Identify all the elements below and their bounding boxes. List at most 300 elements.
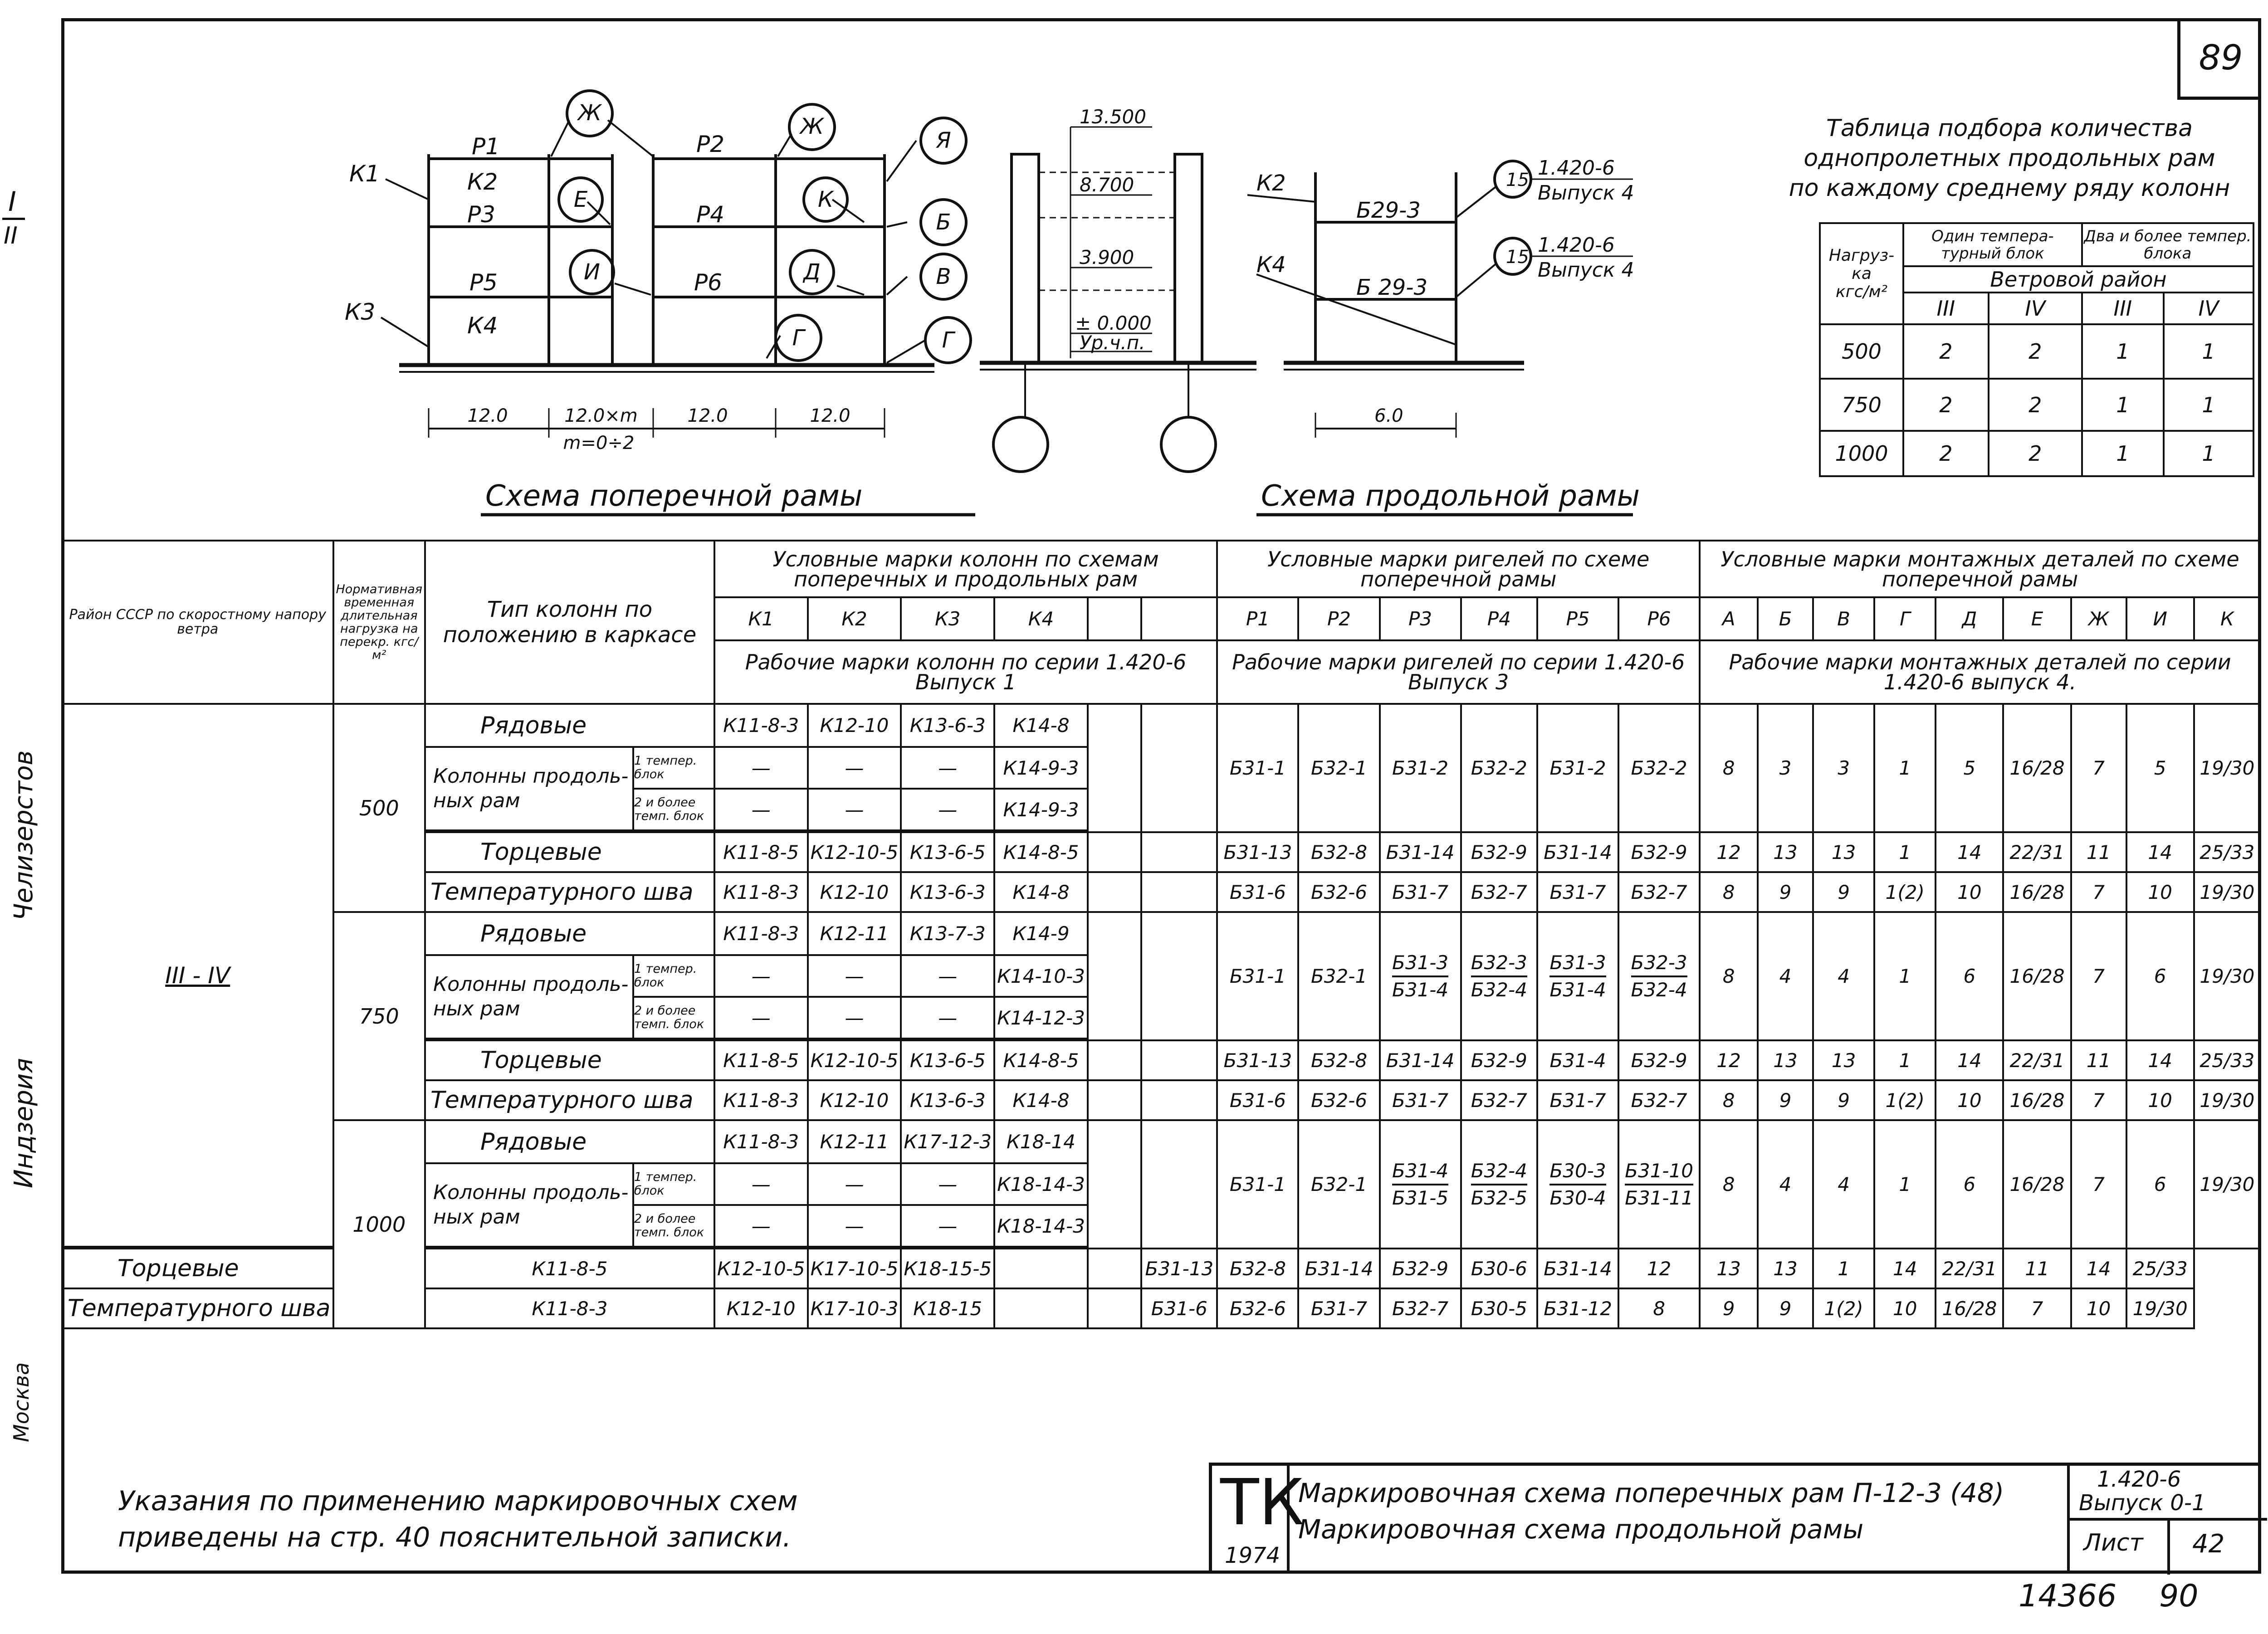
side-note-2: Индзерия: [9, 1058, 39, 1188]
detail-cell: 16/28: [2003, 872, 2071, 912]
dash-cell: —: [714, 955, 808, 997]
small-h-unit: кгс/м²: [1835, 282, 1888, 301]
beam-cell: [1537, 912, 1618, 1040]
detail-cell: 3: [1813, 704, 1874, 832]
member-label: К4: [467, 312, 498, 339]
detail-cell: 8: [1700, 1120, 1758, 1249]
sheet-divider: [2167, 1518, 2170, 1575]
col-cell: К12-10-5: [714, 1249, 808, 1288]
type-long-label: Колонны продоль-ных рам: [433, 973, 629, 1020]
col-cell: К13-6-5: [901, 832, 994, 872]
level-label: ± 0.000: [1075, 312, 1152, 334]
detail-cell: 10: [2126, 872, 2194, 912]
margin-divider: [2, 218, 25, 220]
detail-cell: 19/30: [2194, 704, 2260, 832]
beam-cell: [1461, 1120, 1537, 1249]
beam-fraction: [1549, 950, 1606, 1003]
detail-cell: 7: [2071, 912, 2126, 1040]
longitudinal-caption: Схема продольной рамы: [1261, 479, 1640, 513]
circle-label: В: [936, 264, 951, 289]
h-load: Нормативная временная длительная нагрузка на перекр. кгс/м²: [333, 541, 425, 704]
detail-cell: 4: [1758, 912, 1813, 1040]
title-series: 1.420-6: [2097, 1467, 2181, 1492]
blank-cell: [1088, 1249, 1141, 1288]
member-label: Р2: [696, 131, 724, 157]
beam-cell: Б32-2: [1618, 704, 1700, 832]
small-region: III: [2082, 293, 2164, 324]
type-row: Рядовые: [425, 912, 714, 955]
beam-fraction: [1392, 950, 1448, 1003]
col-mark: К4: [994, 597, 1088, 640]
col-cell: К14-8-5: [994, 1040, 1088, 1080]
col-mark-blank: [1088, 597, 1141, 640]
dimension-label: 12.0×m: [564, 405, 638, 426]
dash-cell: —: [808, 747, 901, 789]
type-row: Рядовые: [425, 1120, 714, 1163]
beam-cell: Б32-9: [1380, 1249, 1461, 1288]
small-cell: 1: [2164, 324, 2253, 379]
detail-cell: 1: [1874, 704, 1936, 832]
dimension-label: 12.0: [687, 405, 728, 426]
beam-cell: [1380, 912, 1461, 1040]
type-end: Торцевые: [425, 1040, 714, 1080]
beam-cell: Б32-7: [1461, 872, 1537, 912]
issue-ref: Выпуск 4: [1538, 259, 1634, 282]
transverse-caption: Схема поперечной рамы: [485, 479, 863, 513]
blank-cell: [1088, 872, 1141, 912]
beam-fraction: [1549, 1158, 1606, 1211]
circle-label: Е: [573, 187, 588, 212]
member-label: К2: [467, 169, 498, 195]
detail-cell: 8: [1700, 704, 1758, 832]
h-col-work: Рабочие марки колонн по серии 1.420-6 Выпуск 1: [714, 640, 1217, 704]
dash-cell: —: [714, 747, 808, 789]
col-cell: К11-8-5: [425, 1249, 714, 1288]
small-region: IV: [2164, 293, 2253, 324]
detail-cell: 9: [1813, 1080, 1874, 1120]
circle-label: Ж: [800, 114, 824, 139]
blank-cell: [994, 1288, 1088, 1328]
detail-cell: 7: [2071, 704, 2126, 832]
marking-table: [61, 540, 2261, 1329]
beam-cell: Б31-6: [1141, 1288, 1217, 1328]
beam-cell: Б30-5: [1461, 1288, 1537, 1328]
blank-cell: [1141, 832, 1217, 872]
beam-cell: [1461, 912, 1537, 1040]
detail-cell: 9: [1758, 872, 1813, 912]
small-cell: 2: [1903, 431, 1989, 476]
detail-cell: 9: [1758, 1080, 1813, 1120]
h-col-group: Условные марки колонн по схемам поперечных и продольных рам: [714, 541, 1217, 597]
detail-cell: 16/28: [1936, 1288, 2003, 1328]
circle-label: К: [817, 187, 834, 212]
title-series-box: [2067, 1466, 2267, 1574]
beam-bottom: Б32-4: [1471, 978, 1527, 1001]
beam-cell: Б32-7: [1461, 1080, 1537, 1120]
detail-cell: 1(2): [1874, 872, 1936, 912]
beam-mark: Р3: [1380, 597, 1461, 640]
type-long-label: Колонны продоль-ных рам: [433, 765, 629, 812]
small-table-title: [1769, 113, 2250, 203]
type-one-block: 1 темпер. блок: [634, 748, 714, 790]
small-table-title-line: однопролетных продольных рам: [1804, 145, 2215, 172]
title-issue: Выпуск 0-1: [2079, 1490, 2206, 1516]
margin-mark-bottom: II: [4, 222, 18, 249]
col-cell: К11-8-5: [714, 832, 808, 872]
beam-fraction: [1392, 1158, 1448, 1211]
notes: [118, 1483, 798, 1556]
col-cell: К14-12-3: [994, 997, 1088, 1039]
col-cell: К14-8: [994, 1080, 1088, 1120]
detail-cell: 12: [1618, 1249, 1700, 1288]
beam-bottom: Б32-4: [1631, 978, 1687, 1001]
member-label: Р5: [469, 269, 498, 296]
circle-label: 15: [1506, 170, 1529, 190]
beam-cell: Б32-8: [1298, 832, 1379, 872]
detail-cell: 19/30: [2194, 872, 2260, 912]
small-region: III: [1903, 293, 1989, 324]
beam-mark: Р5: [1537, 597, 1618, 640]
level-label: 3.900: [1080, 246, 1134, 268]
detail-cell: 11: [2071, 1040, 2126, 1080]
small-cell: 2: [1989, 379, 2082, 431]
load-cell: 500: [333, 704, 425, 912]
beam-cell: Б31-1: [1217, 704, 1298, 832]
detail-cell: 13: [1758, 1249, 1813, 1288]
note-line: Указания по применению маркировочных схем: [118, 1485, 798, 1517]
beam-top: Б32-4: [1471, 1158, 1527, 1185]
detail-cell: 10: [1936, 1080, 2003, 1120]
level-label: 8.700: [1080, 174, 1134, 196]
detail-cell: 1: [1874, 1120, 1936, 1249]
col-mark: К1: [714, 597, 808, 640]
sheet-number: 89: [2177, 18, 2261, 100]
beam-cell: Б32-9: [1618, 832, 1700, 872]
beam-cell: Б32-8: [1217, 1249, 1298, 1288]
type-one-block: 1 темпер. блок: [634, 956, 714, 998]
col-cell: К14-9-3: [994, 789, 1088, 830]
issue-ref: Выпуск 4: [1538, 181, 1634, 205]
archive-number: 14366: [2019, 1578, 2117, 1614]
h-region: Район СССР по скоростному напору ветра: [62, 541, 333, 704]
dimension-label: 12.0: [467, 405, 508, 426]
col-cell: К11-8-3: [714, 872, 808, 912]
col-cell: К17-12-3: [901, 1120, 994, 1163]
beam-label: Б 29-3: [1356, 275, 1428, 300]
title-line-2: Маркировочная схема продольной рамы: [1298, 1514, 1864, 1545]
circle-label: Ж: [578, 100, 601, 126]
beam-mark: Р1: [1217, 597, 1298, 640]
h-beam-work: Рабочие марки ригелей по серии 1.420-6 Выпуск 3: [1217, 640, 1700, 704]
type-long-sub: [632, 1164, 714, 1246]
detail-cell: 19/30: [2126, 1288, 2194, 1328]
detail-cell: 13: [1813, 832, 1874, 872]
detail-cell: 14: [2126, 1040, 2194, 1080]
detail-cell: 10: [2126, 1080, 2194, 1120]
detail-cell: 13: [1758, 832, 1813, 872]
beam-top: Б32-3: [1631, 950, 1687, 977]
beam-cell: Б31-2: [1537, 704, 1618, 832]
member-label: К2: [1256, 171, 1286, 196]
blank-cell: [1141, 1040, 1217, 1080]
col-cell: К12-10: [808, 872, 901, 912]
type-two-block: 2 и более темп. блок: [634, 795, 704, 823]
load-cell: 750: [333, 912, 425, 1120]
col-cell: К12-10: [808, 704, 901, 747]
dimension-label: m=0÷2: [563, 433, 635, 454]
blank-cell: [1088, 1288, 1141, 1328]
detail-mark: И: [2126, 597, 2194, 640]
detail-cell: 1: [1874, 1040, 1936, 1080]
col-cell: К14-8: [994, 704, 1088, 747]
col-cell: К11-8-3: [714, 1080, 808, 1120]
sheet-value: 42: [2192, 1529, 2225, 1559]
type-one-block: 1 темпер. блок: [634, 1164, 714, 1206]
margin-mark-top: I: [8, 186, 16, 218]
col-cell: К13-6-3: [901, 872, 994, 912]
beam-mark: Р6: [1618, 597, 1700, 640]
blank-cell: [1088, 1040, 1141, 1080]
detail-cell: 6: [1936, 912, 2003, 1040]
detail-cell: 6: [1936, 1120, 2003, 1249]
detail-cell: 19/30: [2194, 912, 2260, 1040]
beam-bottom: Б30-4: [1549, 1186, 1606, 1209]
small-cell: 2: [1989, 324, 2082, 379]
detail-mark: В: [1813, 597, 1874, 640]
col-cell: К13-6-3: [901, 704, 994, 747]
detail-cell: 14: [1874, 1249, 1936, 1288]
region-cell: III - IV: [62, 704, 333, 1247]
dash-cell: —: [714, 1163, 808, 1205]
beam-cell: Б31-14: [1298, 1249, 1379, 1288]
h-det-work: Рабочие марки монтажных деталей по серии 1.420-6 выпуск 4.: [1700, 640, 2260, 704]
detail-cell: 12: [1700, 832, 1758, 872]
beam-cell: Б32-6: [1298, 1080, 1379, 1120]
col-cell: К18-14-3: [994, 1163, 1088, 1205]
small-table-title-line: по каждому среднему ряду колонн: [1789, 175, 2230, 202]
col-cell: К18-15: [901, 1288, 994, 1328]
detail-cell: 9: [1700, 1288, 1758, 1328]
detail-cell: 14: [1936, 832, 2003, 872]
detail-cell: 25/33: [2194, 832, 2260, 872]
detail-cell: 25/33: [2194, 1040, 2260, 1080]
detail-cell: 13: [1758, 1040, 1813, 1080]
detail-cell: 1: [1874, 832, 1936, 872]
dash-cell: —: [901, 1205, 994, 1247]
detail-cell: 13: [1700, 1249, 1758, 1288]
beam-cell: Б31-13: [1217, 1040, 1298, 1080]
col-mark: К2: [808, 597, 901, 640]
beam-cell: Б31-13: [1141, 1249, 1217, 1288]
blank-cell: [1141, 704, 1217, 832]
beam-cell: [1618, 912, 1700, 1040]
level-label: Ур.ч.п.: [1080, 332, 1145, 354]
col-cell: К12-11: [808, 912, 901, 955]
detail-cell: 25/33: [2126, 1249, 2194, 1288]
detail-cell: 4: [1813, 912, 1874, 1040]
member-label: Р1: [472, 133, 500, 160]
beam-label: Б29-3: [1356, 198, 1421, 223]
blank-cell: [1088, 1080, 1141, 1120]
beam-bottom: Б32-5: [1471, 1186, 1527, 1209]
type-long: [425, 1163, 714, 1247]
small-cell: 2: [1903, 379, 1989, 431]
level-label: 13.500: [1080, 106, 1146, 128]
beam-cell: Б32-9: [1461, 832, 1537, 872]
h-type: Тип колонн по положению в каркасе: [425, 541, 714, 704]
detail-cell: 16/28: [2003, 1080, 2071, 1120]
beam-cell: Б31-7: [1380, 872, 1461, 912]
col-cell: К18-14-3: [994, 1205, 1088, 1247]
beam-cell: Б31-6: [1217, 1080, 1298, 1120]
detail-cell: 5: [1936, 704, 2003, 832]
beam-cell: [1380, 1120, 1461, 1249]
detail-cell: 16/28: [2003, 704, 2071, 832]
beam-cell: Б32-6: [1217, 1288, 1298, 1328]
type-long-wrap: [426, 956, 714, 1038]
beam-cell: Б31-7: [1537, 1080, 1618, 1120]
circle-label: Г: [792, 325, 805, 351]
series-ref: 1.420-6: [1538, 156, 1615, 180]
beam-top: Б30-3: [1549, 1158, 1606, 1185]
detail-mark: Ж: [2071, 597, 2126, 640]
col-cell: К18-15-5: [901, 1249, 994, 1288]
col-cell: К14-8-5: [994, 832, 1088, 872]
beam-cell: Б31-7: [1537, 872, 1618, 912]
detail-cell: 8: [1700, 912, 1758, 1040]
type-two-block: 2 и более темп. блок: [634, 1212, 704, 1239]
type-end: Торцевые: [62, 1249, 333, 1288]
blank-cell: [1141, 1120, 1217, 1249]
col-cell: К13-7-3: [901, 912, 994, 955]
h-det-group: Условные марки монтажных деталей по схеме поперечной рамы: [1700, 541, 2260, 597]
dash-cell: —: [901, 789, 994, 830]
beam-cell: Б31-6: [1217, 872, 1298, 912]
detail-cell: 7: [2071, 1120, 2126, 1249]
dash-cell: —: [808, 955, 901, 997]
col-cell: К17-10-5: [808, 1249, 901, 1288]
detail-cell: 11: [2003, 1249, 2071, 1288]
beam-cell: Б32-7: [1618, 872, 1700, 912]
detail-cell: 14: [2126, 832, 2194, 872]
detail-cell: 13: [1813, 1040, 1874, 1080]
detail-cell: 8: [1618, 1288, 1700, 1328]
beam-mark: Р4: [1461, 597, 1537, 640]
member-label: Р6: [694, 269, 722, 296]
small-cell: 1: [2082, 431, 2164, 476]
member-label: К1: [349, 161, 380, 187]
detail-cell: 9: [1758, 1288, 1813, 1328]
beam-cell: [1537, 1120, 1618, 1249]
series-ref: 1.420-6: [1538, 234, 1615, 257]
detail-cell: 5: [2126, 704, 2194, 832]
beam-cell: Б31-4: [1537, 1040, 1618, 1080]
side-note-3: Москва: [9, 1362, 34, 1442]
detail-cell: 7: [2071, 1080, 2126, 1120]
beam-cell: Б32-6: [1298, 872, 1379, 912]
type-long-wrap: [426, 748, 714, 829]
beam-cell: Б32-1: [1298, 704, 1379, 832]
detail-cell: 8: [1700, 872, 1758, 912]
type-row: Рядовые: [425, 704, 714, 747]
sheet-label: Лист: [2083, 1529, 2143, 1556]
blank-cell: [1088, 832, 1141, 872]
beam-cell: Б31-1: [1217, 912, 1298, 1040]
blank-cell: [1141, 1080, 1217, 1120]
detail-cell: 22/31: [1936, 1249, 2003, 1288]
beam-cell: Б31-14: [1537, 832, 1618, 872]
detail-cell: 16/28: [2003, 1120, 2071, 1249]
detail-cell: 16/28: [2003, 912, 2071, 1040]
col-cell: К12-10-5: [808, 832, 901, 872]
type-long-sub: [632, 748, 714, 829]
col-mark: К3: [901, 597, 994, 640]
page-number: 90: [2159, 1578, 2199, 1614]
beam-top: Б32-3: [1471, 950, 1527, 977]
col-cell: К17-10-3: [808, 1288, 901, 1328]
member-label: К4: [1256, 252, 1286, 278]
dash-cell: —: [714, 1205, 808, 1247]
blank-cell: [1141, 912, 1217, 1040]
dimension-label: 6.0: [1374, 405, 1403, 426]
dash-cell: —: [808, 997, 901, 1039]
detail-cell: 19/30: [2194, 1120, 2260, 1249]
small-h-wind: Ветровой район: [1903, 266, 2253, 293]
col-cell: К12-11: [808, 1120, 901, 1163]
col-cell: К11-8-3: [425, 1288, 714, 1328]
small-cell: 1: [2164, 379, 2253, 431]
load-cell: 1000: [333, 1120, 425, 1328]
detail-cell: 12: [1700, 1040, 1758, 1080]
type-temp: Температурного шва: [425, 872, 714, 912]
detail-cell: 3: [1758, 704, 1813, 832]
detail-cell: 4: [1813, 1120, 1874, 1249]
small-cell: 1: [2082, 379, 2164, 431]
type-end: Торцевые: [425, 832, 714, 872]
blank-cell: [1088, 704, 1141, 832]
small-h-two: Два и более темпер. блока: [2082, 223, 2253, 266]
title-desc: [1298, 1475, 2004, 1547]
col-cell: К14-8: [994, 872, 1088, 912]
col-cell: К12-10: [714, 1288, 808, 1328]
col-cell: К11-8-3: [714, 704, 808, 747]
detail-cell: 10: [1936, 872, 2003, 912]
h-beam-group: Условные марки ригелей по схеме поперечной рамы: [1217, 541, 1700, 597]
beam-bottom: Б31-11: [1625, 1186, 1693, 1209]
col-cell: К14-10-3: [994, 955, 1088, 997]
detail-cell: 7: [2071, 872, 2126, 912]
detail-cell: 14: [2071, 1249, 2126, 1288]
beam-cell: Б32-7: [1618, 1080, 1700, 1120]
col-cell: К13-6-5: [901, 1040, 994, 1080]
type-long: [425, 747, 714, 830]
circle-label: Г: [942, 327, 954, 353]
beam-top: Б31-3: [1392, 950, 1448, 977]
beam-cell: Б31-13: [1217, 832, 1298, 872]
dash-cell: —: [901, 1163, 994, 1205]
detail-cell: 22/31: [2003, 832, 2071, 872]
beam-top: Б31-4: [1392, 1158, 1448, 1185]
note-line: приведены на стр. 40 пояснительной записки.: [118, 1522, 792, 1553]
type-temp: Температурного шва: [62, 1288, 333, 1328]
title-line-1: Маркировочная схема поперечных рам П-12-3 (48): [1298, 1478, 2004, 1508]
member-label: Р3: [467, 201, 495, 228]
col-cell: К11-8-5: [714, 1040, 808, 1080]
col-cell: К11-8-3: [714, 1120, 808, 1163]
detail-cell: 19/30: [2194, 1080, 2260, 1120]
beam-bottom: Б31-4: [1549, 978, 1606, 1001]
small-cell: 2: [1903, 324, 1989, 379]
